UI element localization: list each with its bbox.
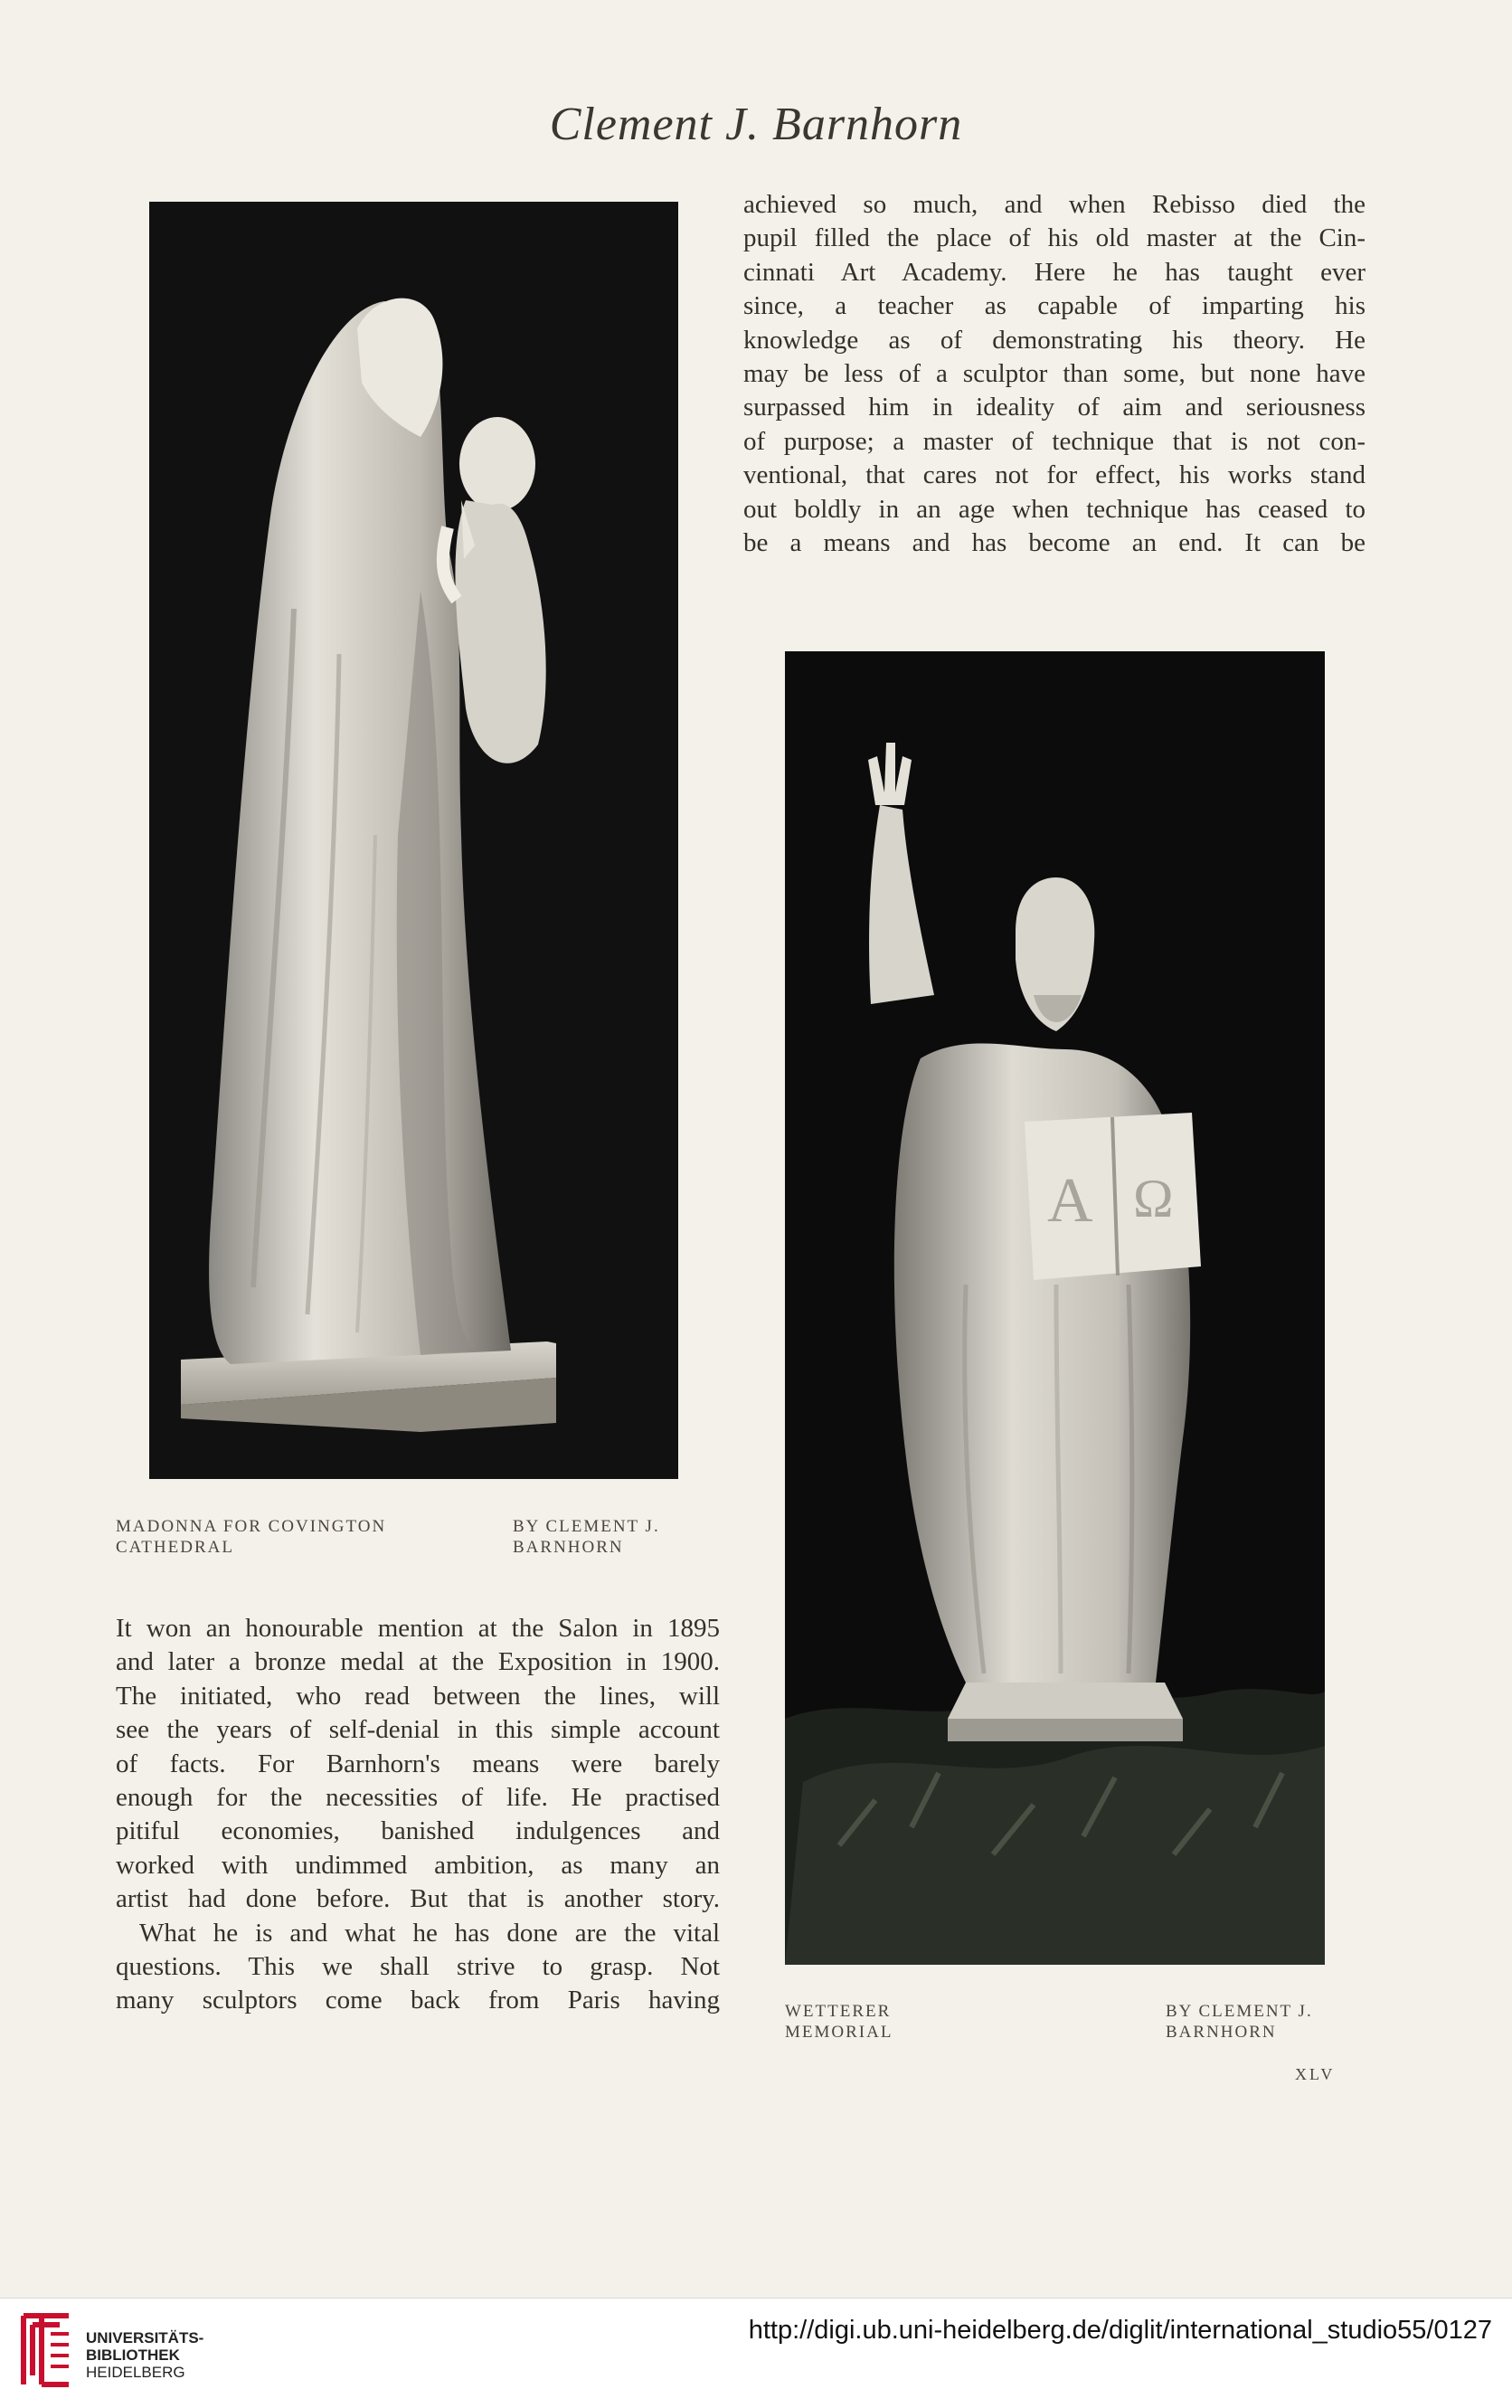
left-column-text: It won an honourable mention at the Salon in 1895 and later a bronze medal at the Exposition in 1900. The initiated, who read between the lines, will see the years of self-denial in this simple account of facts. For Barnhorn's means were barely enough for the necessities of life. He practised pitiful economies, banished indulgences and worked with undimmed ambition, as many an artist had done before. But that is another story. What he is and what he has done are the vital questions. This we shall strive to grasp. Not many sculptors come back from Paris having: [116, 1614, 720, 2015]
svg-text:A: A: [1047, 1166, 1093, 1236]
madonna-caption-credit: BY CLEMENT J. BARNHORN: [513, 1517, 660, 1557]
right-column-text: achieved so much, and when Rebisso died the pupil filled the place of his old master at the Cin- cinnati Art Academy. Here he has taught ever since, a teacher as capable of imparting his knowledge as of demonstrating his theory. He may be less of a sculptor than some, but none have surpassed him in ideality of aim and seriousness of purpose; a master of technique that is not con- ventional, that cares not for effect, his works stand out boldly in an age when technique has ceased to be a means and has become an end. It can be: [743, 190, 1366, 558]
ub-heidelberg-logo-icon: [16, 2308, 76, 2392]
library-name: UNIVERSITÄTS- BIBLIOTHEK HEIDELBERG: [86, 2329, 204, 2381]
svg-text:Ω: Ω: [1133, 1169, 1174, 1228]
wetterer-caption-title: WETTERER MEMORIAL: [785, 2002, 893, 2042]
source-url-link[interactable]: http://digi.ub.uni-heidelberg.de/diglit/international_studio55/0127: [748, 2316, 1492, 2345]
running-title: Clement J. Barnhorn: [549, 99, 963, 150]
digitization-footer: [0, 2298, 1512, 2408]
wetterer-memorial-photograph: [785, 651, 1325, 1965]
wetterer-caption-credit: BY CLEMENT J. BARNHORN: [1166, 2002, 1313, 2042]
madonna-photograph: [149, 202, 678, 1479]
christ-statue-image: [785, 651, 1325, 1965]
madonna-caption-title: MADONNA FOR COVINGTON CATHEDRAL: [116, 1517, 387, 1557]
page-number: XLV: [1295, 2065, 1336, 2083]
madonna-statue-image: [149, 202, 678, 1479]
